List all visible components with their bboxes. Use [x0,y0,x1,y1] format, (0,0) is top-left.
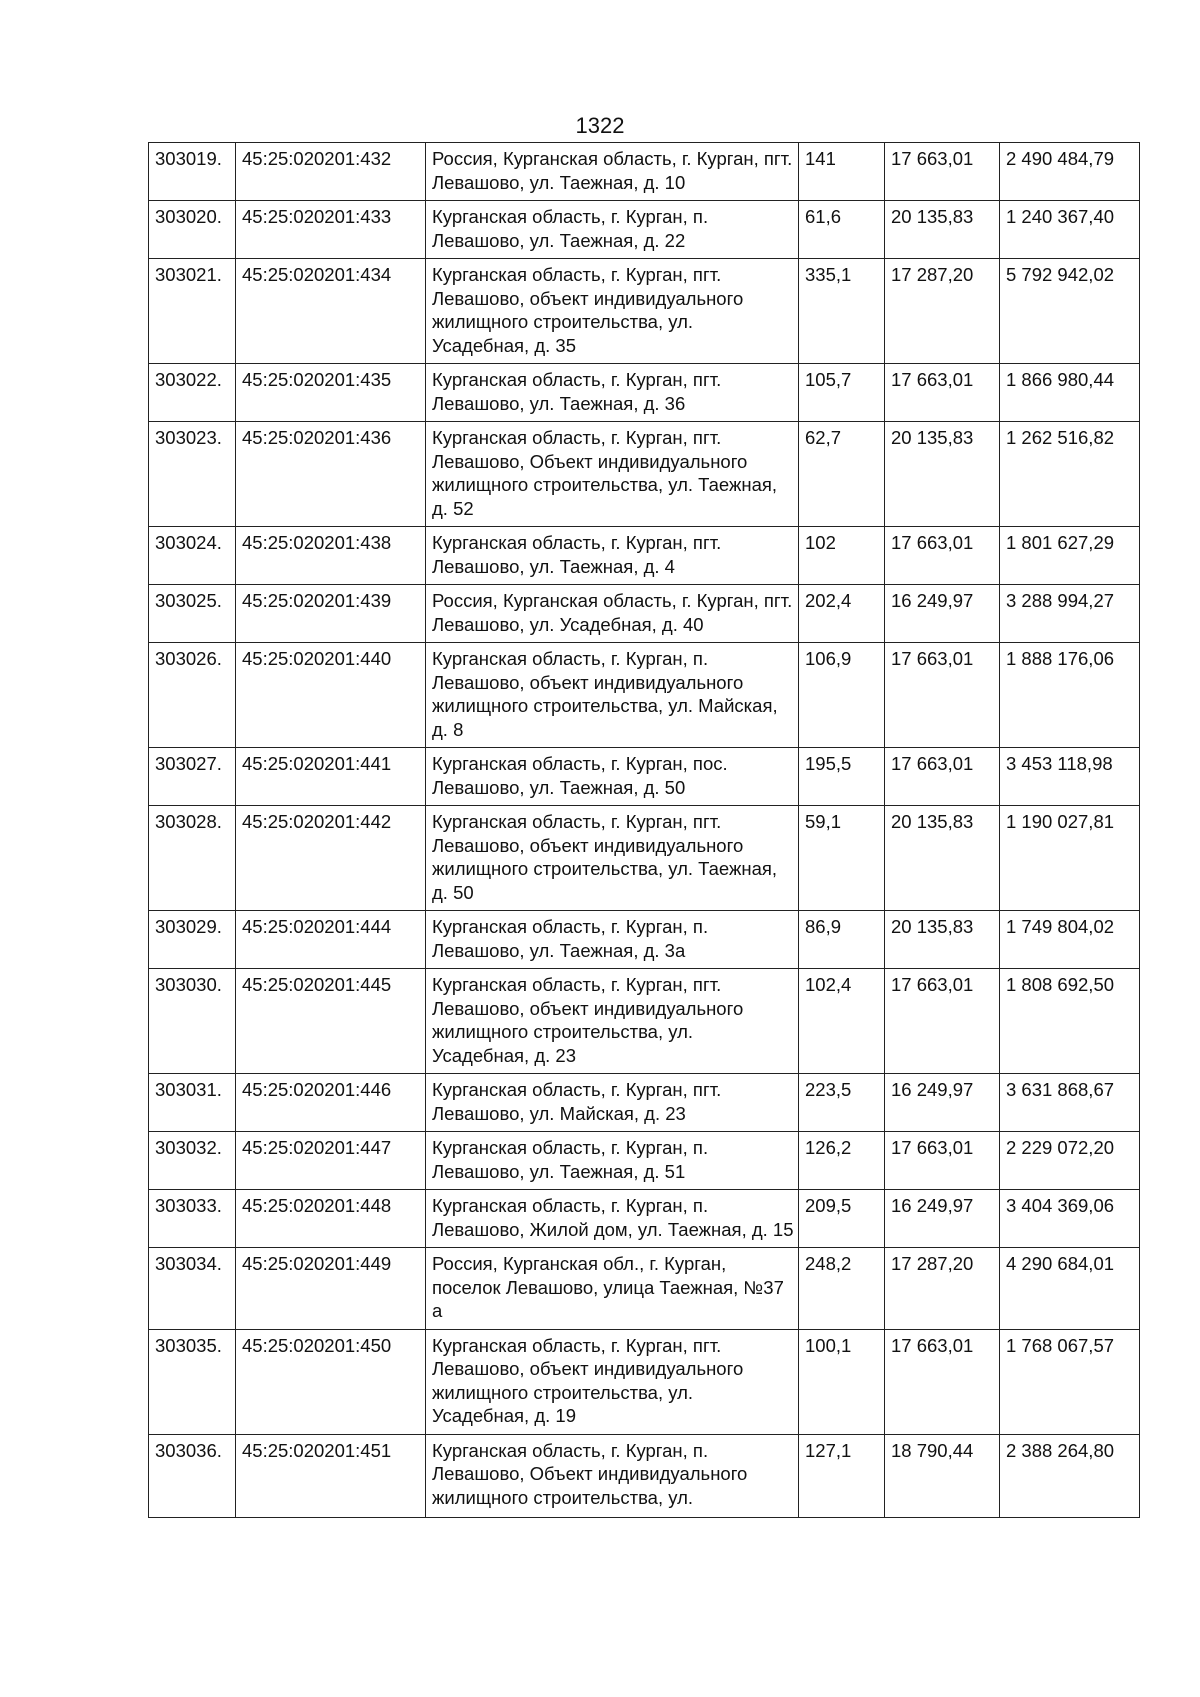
specific-value-cell: 20 135,83 [885,201,1000,259]
table-row [149,1132,1140,1190]
address-cell: Курганская область, г. Курган, п. Левашово, ул. Таежная, д. 22 [426,201,799,259]
specific-value-cell: 17 663,01 [885,527,1000,585]
address-cell: Россия, Курганская область, г. Курган, пгт. Левашово, ул. Усадебная, д. 40 [426,585,799,643]
area-cell: 102,4 [799,969,885,1074]
address-cell: Курганская область, г. Курган, пгт. Левашово, объект индивидуального жилищного строительства, ул. Усадебная, д. 23 [426,969,799,1074]
table-row [149,201,1140,259]
table-row [149,806,1140,911]
specific-value-cell: 17 663,01 [885,364,1000,422]
cadastral-value-cell: 2 229 072,20 [1000,1132,1140,1190]
table-row [149,364,1140,422]
area-cell: 105,7 [799,364,885,422]
specific-value-cell: 17 287,20 [885,1248,1000,1330]
table-row [149,748,1140,806]
registry-table-body [149,143,1140,1518]
cadastral-number-cell: 45:25:020201:440 [236,643,426,748]
area-cell: 248,2 [799,1248,885,1330]
row-number-cell: 303028. [149,806,236,911]
cadastral-value-cell: 1 888 176,06 [1000,643,1140,748]
area-cell: 86,9 [799,911,885,969]
table-row [149,527,1140,585]
table-row [149,1329,1140,1434]
area-cell: 100,1 [799,1329,885,1434]
address-cell: Курганская область, г. Курган, пгт. Левашово, ул. Майская, д. 23 [426,1074,799,1132]
table-row [149,1190,1140,1248]
table-row [149,1074,1140,1132]
cadastral-number-cell: 45:25:020201:451 [236,1434,426,1517]
cadastral-value-cell: 1 801 627,29 [1000,527,1140,585]
cadastral-number-cell: 45:25:020201:447 [236,1132,426,1190]
row-number-cell: 303022. [149,364,236,422]
cadastral-number-cell: 45:25:020201:433 [236,201,426,259]
address-cell: Курганская область, г. Курган, пгт. Левашово, объект индивидуального жилищного строительства, ул. Таежная, д. 50 [426,806,799,911]
address-cell: Курганская область, г. Курган, п. Левашово, Жилой дом, ул. Таежная, д. 15 [426,1190,799,1248]
cadastral-value-cell: 3 404 369,06 [1000,1190,1140,1248]
area-cell: 61,6 [799,201,885,259]
table-row [149,911,1140,969]
row-number-cell: 303036. [149,1434,236,1517]
address-cell: Курганская область, г. Курган, пгт. Левашово, Объект индивидуального жилищного строительства, ул. Таежная, д. 52 [426,422,799,527]
row-number-cell: 303033. [149,1190,236,1248]
area-cell: 62,7 [799,422,885,527]
row-number-cell: 303031. [149,1074,236,1132]
area-cell: 141 [799,143,885,201]
address-cell: Курганская область, г. Курган, п. Левашово, объект индивидуального жилищного строительства, ул. Майская, д. 8 [426,643,799,748]
area-cell: 126,2 [799,1132,885,1190]
cadastral-number-cell: 45:25:020201:434 [236,259,426,364]
area-cell: 102 [799,527,885,585]
cadastral-value-cell: 3 631 868,67 [1000,1074,1140,1132]
address-cell: Курганская область, г. Курган, п. Левашово, Объект индивидуального жилищного строительства, ул. [426,1434,799,1517]
cadastral-value-cell: 1 240 367,40 [1000,201,1140,259]
cadastral-number-cell: 45:25:020201:438 [236,527,426,585]
area-cell: 195,5 [799,748,885,806]
row-number-cell: 303020. [149,201,236,259]
address-cell: Курганская область, г. Курган, пгт. Левашово, ул. Таежная, д. 36 [426,364,799,422]
area-cell: 335,1 [799,259,885,364]
table-row [149,643,1140,748]
row-number-cell: 303027. [149,748,236,806]
area-cell: 223,5 [799,1074,885,1132]
cadastral-value-cell: 1 808 692,50 [1000,969,1140,1074]
cadastral-number-cell: 45:25:020201:444 [236,911,426,969]
specific-value-cell: 17 663,01 [885,1329,1000,1434]
specific-value-cell: 17 663,01 [885,1132,1000,1190]
specific-value-cell: 16 249,97 [885,1074,1000,1132]
address-cell: Россия, Курганская обл., г. Курган, поселок Левашово, улица Таежная, №37 а [426,1248,799,1330]
cadastral-number-cell: 45:25:020201:449 [236,1248,426,1330]
address-cell: Россия, Курганская область, г. Курган, пгт. Левашово, ул. Таежная, д. 10 [426,143,799,201]
row-number-cell: 303025. [149,585,236,643]
cadastral-value-cell: 1 749 804,02 [1000,911,1140,969]
specific-value-cell: 17 287,20 [885,259,1000,364]
row-number-cell: 303026. [149,643,236,748]
cadastral-value-cell: 2 388 264,80 [1000,1434,1140,1517]
cadastral-number-cell: 45:25:020201:435 [236,364,426,422]
cadastral-value-cell: 2 490 484,79 [1000,143,1140,201]
cadastral-value-cell: 5 792 942,02 [1000,259,1140,364]
area-cell: 59,1 [799,806,885,911]
table-row [149,1434,1140,1517]
table-row [149,1248,1140,1330]
area-cell: 106,9 [799,643,885,748]
specific-value-cell: 16 249,97 [885,1190,1000,1248]
specific-value-cell: 20 135,83 [885,422,1000,527]
cadastral-number-cell: 45:25:020201:450 [236,1329,426,1434]
cadastral-value-cell: 4 290 684,01 [1000,1248,1140,1330]
row-number-cell: 303021. [149,259,236,364]
row-number-cell: 303019. [149,143,236,201]
cadastral-number-cell: 45:25:020201:442 [236,806,426,911]
row-number-cell: 303032. [149,1132,236,1190]
area-cell: 127,1 [799,1434,885,1517]
specific-value-cell: 20 135,83 [885,806,1000,911]
row-number-cell: 303034. [149,1248,236,1330]
specific-value-cell: 17 663,01 [885,643,1000,748]
cadastral-value-cell: 3 288 994,27 [1000,585,1140,643]
row-number-cell: 303029. [149,911,236,969]
cadastral-value-cell: 1 866 980,44 [1000,364,1140,422]
cadastral-value-cell: 3 453 118,98 [1000,748,1140,806]
address-cell: Курганская область, г. Курган, п. Левашово, ул. Таежная, д. 51 [426,1132,799,1190]
area-cell: 209,5 [799,1190,885,1248]
row-number-cell: 303024. [149,527,236,585]
specific-value-cell: 17 663,01 [885,143,1000,201]
cadastral-number-cell: 45:25:020201:446 [236,1074,426,1132]
address-cell: Курганская область, г. Курган, пгт. Левашово, объект индивидуального жилищного строительства, ул. Усадебная, д. 19 [426,1329,799,1434]
cadastral-value-cell: 1 768 067,57 [1000,1329,1140,1434]
cadastral-value-cell: 1 262 516,82 [1000,422,1140,527]
specific-value-cell: 18 790,44 [885,1434,1000,1517]
area-cell: 202,4 [799,585,885,643]
table-row [149,969,1140,1074]
address-cell: Курганская область, г. Курган, п. Левашово, ул. Таежная, д. 3а [426,911,799,969]
address-cell: Курганская область, г. Курган, пгт. Левашово, ул. Таежная, д. 4 [426,527,799,585]
specific-value-cell: 17 663,01 [885,748,1000,806]
cadastral-value-cell: 1 190 027,81 [1000,806,1140,911]
table-row [149,422,1140,527]
table-row [149,143,1140,201]
cadastral-number-cell: 45:25:020201:439 [236,585,426,643]
address-cell: Курганская область, г. Курган, пос. Левашово, ул. Таежная, д. 50 [426,748,799,806]
specific-value-cell: 17 663,01 [885,969,1000,1074]
cadastral-number-cell: 45:25:020201:432 [236,143,426,201]
page-number: 1322 [575,113,625,138]
cadastral-number-cell: 45:25:020201:445 [236,969,426,1074]
table-row [149,585,1140,643]
specific-value-cell: 16 249,97 [885,585,1000,643]
row-number-cell: 303035. [149,1329,236,1434]
table-row [149,259,1140,364]
cadastral-number-cell: 45:25:020201:436 [236,422,426,527]
cadastral-number-cell: 45:25:020201:441 [236,748,426,806]
cadastral-number-cell: 45:25:020201:448 [236,1190,426,1248]
specific-value-cell: 20 135,83 [885,911,1000,969]
row-number-cell: 303023. [149,422,236,527]
row-number-cell: 303030. [149,969,236,1074]
address-cell: Курганская область, г. Курган, пгт. Левашово, объект индивидуального жилищного строительства, ул. Усадебная, д. 35 [426,259,799,364]
registry-table [148,142,1140,1518]
